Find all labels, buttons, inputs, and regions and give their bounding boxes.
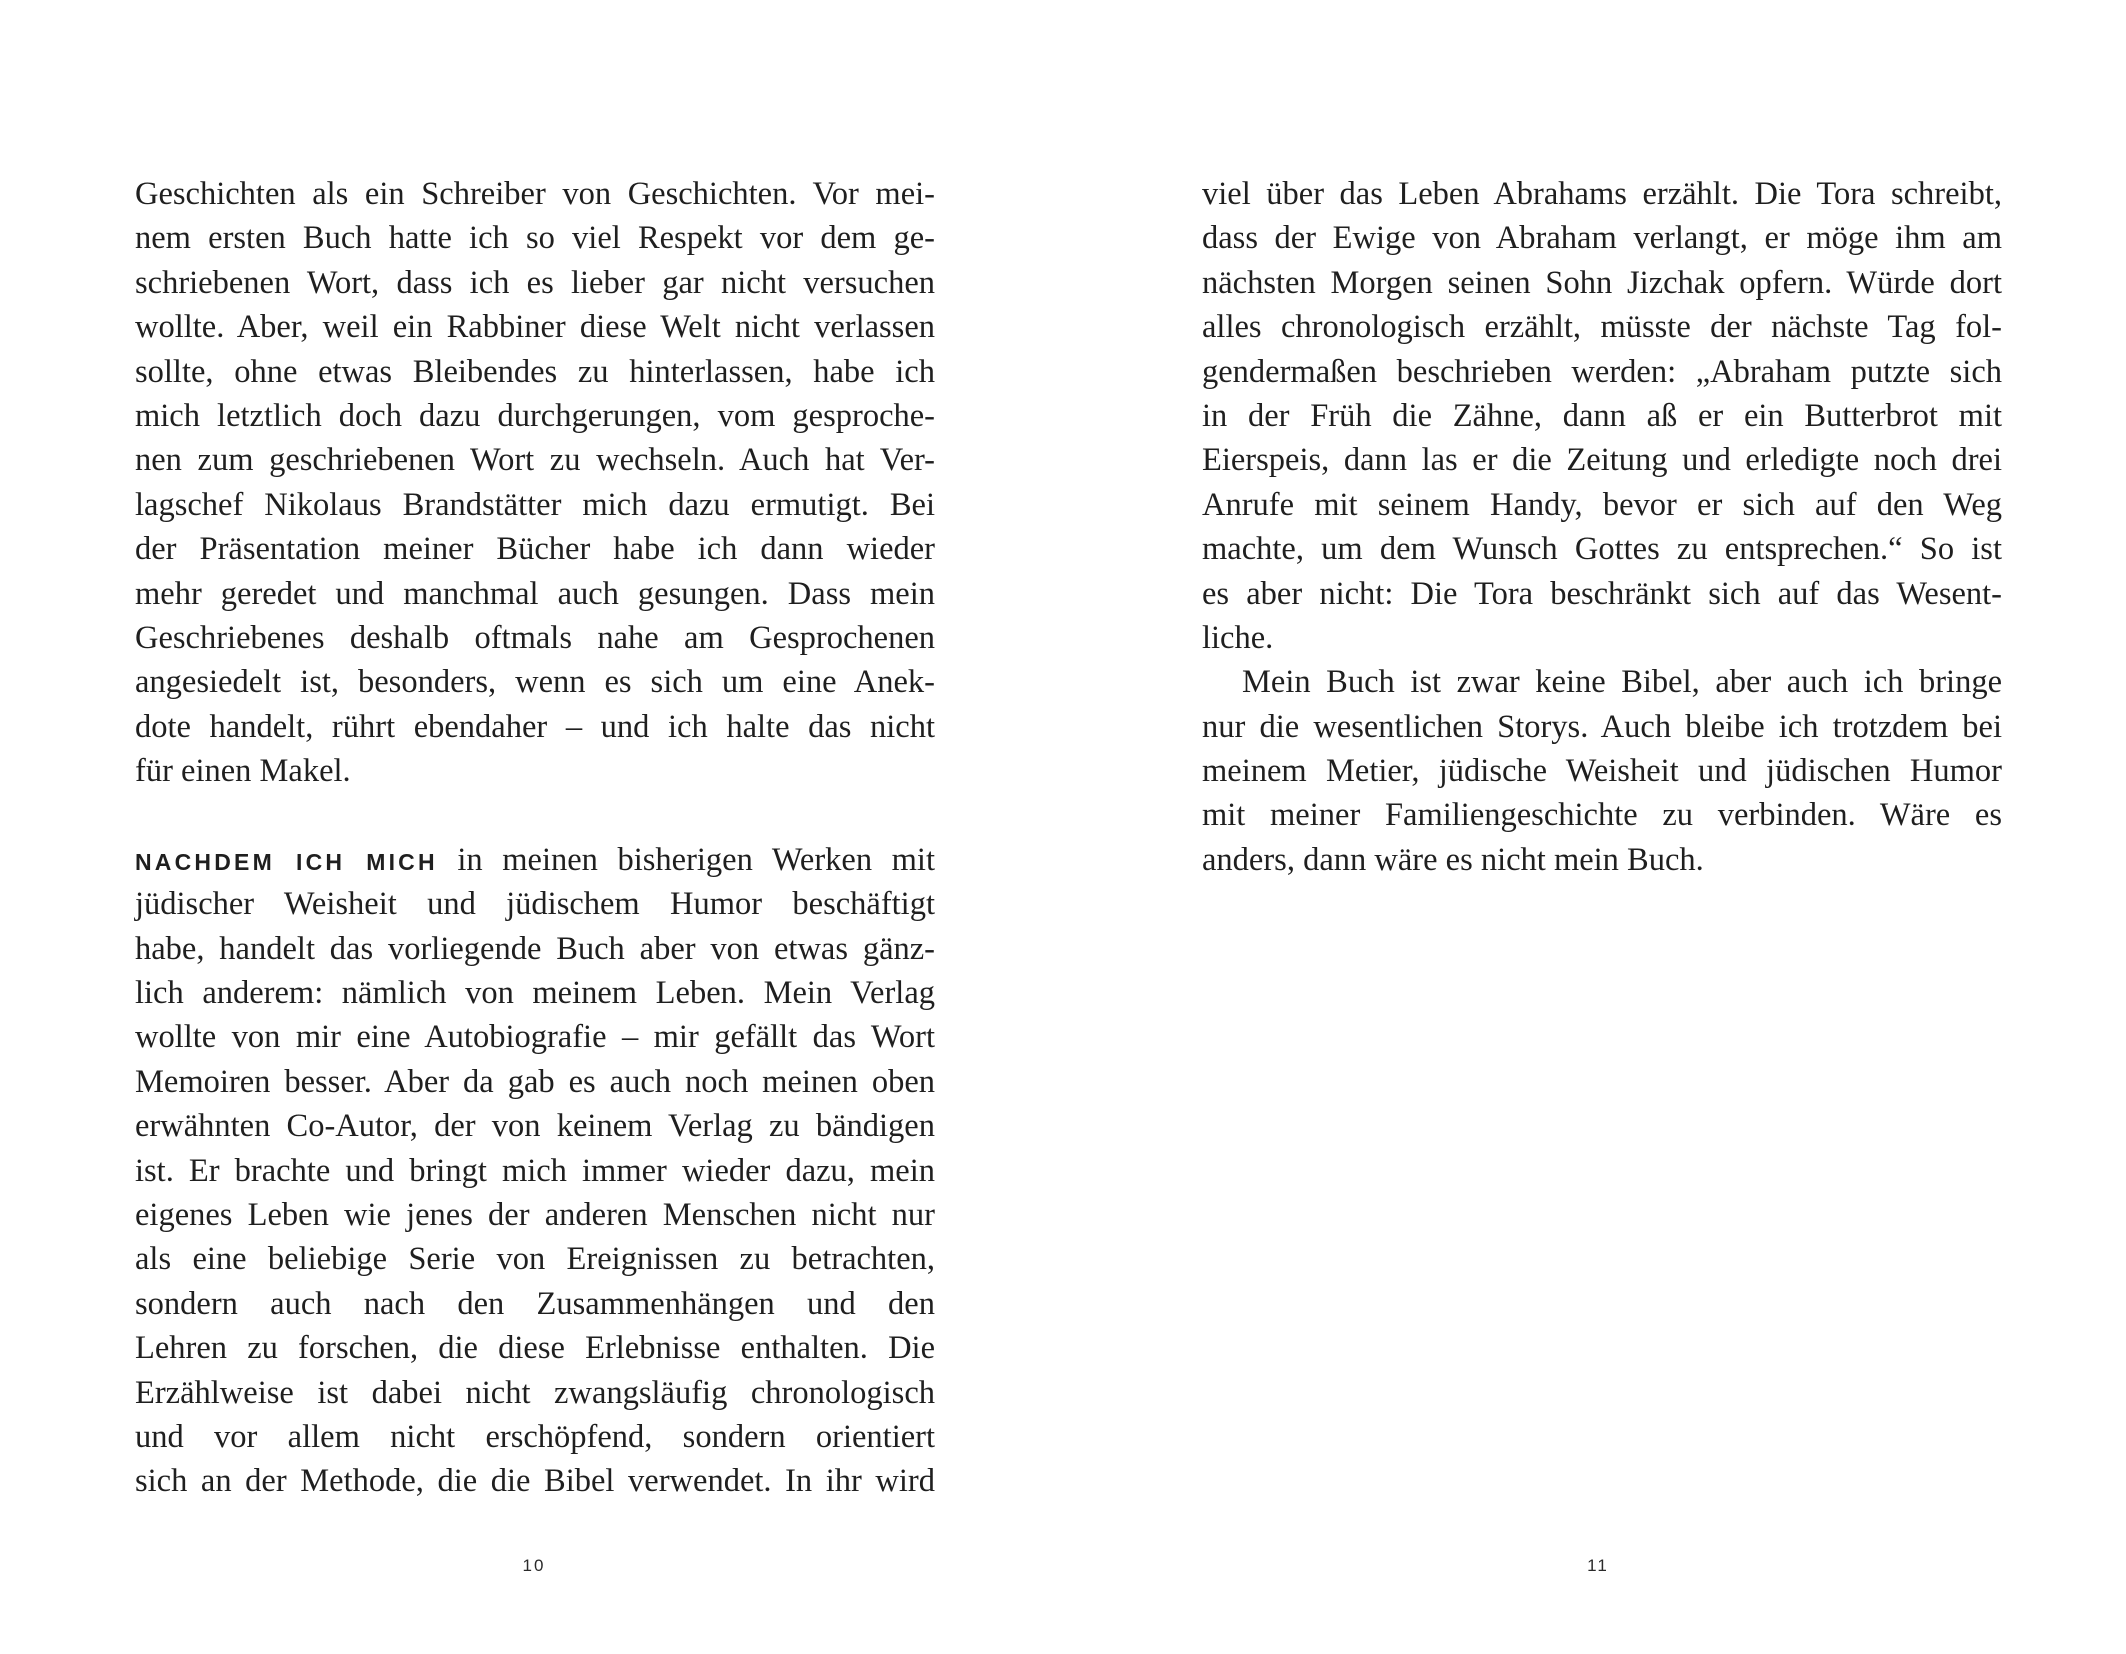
text-line: mich letztlich doch dazu durchgerungen, vom gesproche- (135, 397, 935, 434)
text-line: Geschichten als ein Schreiber von Geschichten. Vor mei- (135, 176, 935, 212)
text-line: in der Früh die Zähne, dann aß er ein Butterbrot mit (1202, 397, 2002, 434)
text-line: ist. Er brachte und bringt mich immer wieder dazu, mein (135, 1152, 935, 1189)
text-line: schriebenen Wort, dass ich es lieber gar nicht versuchen (135, 264, 935, 301)
section-lead-in: NACHDEM ICH MICH (135, 848, 438, 875)
text-line: dote handelt, rührt ebendaher – und ich halte das nicht (135, 708, 935, 745)
text-line: lich anderem: nämlich von meinem Leben. Mein Verlag (135, 975, 935, 1012)
text-line: nem ersten Buch hatte ich so viel Respekt vor dem ge- (135, 220, 935, 257)
text-line: alles chronologisch erzählt, müsste der nächste Tag fol- (1202, 309, 2002, 346)
text-line: und vor allem nicht erschöpfend, sondern orientiert (135, 1418, 935, 1455)
text-line: nur die wesentlichen Storys. Auch bleibe ich trotzdem bei (1202, 708, 2002, 745)
section-break (135, 793, 935, 837)
text-line: wollte von mir eine Autobiografie – mir gefällt das Wort (135, 1019, 935, 1056)
text-line: Geschriebenes deshalb oftmals nahe am Gesprochenen (135, 619, 935, 656)
text-line: sondern auch nach den Zusammenhängen und den (135, 1285, 935, 1322)
text-line: Eierspeis, dann las er die Zeitung und erledigte noch drei (1202, 442, 2002, 479)
left-text-column (135, 172, 935, 1504)
text-line: der Präsentation meiner Bücher habe ich dann wieder (135, 531, 935, 568)
left-paragraph-1 (135, 172, 935, 793)
page-number: 10 (522, 1556, 546, 1575)
text-line: viel über das Leben Abrahams erzählt. Die Tora schreibt, (1202, 176, 2002, 212)
text-line: für einen Makel. (135, 753, 351, 790)
text-line: Erzählweise ist dabei nicht zwangsläufig chronologisch (135, 1374, 935, 1411)
text-line: habe, handelt das vorliegende Buch aber von etwas gänz- (135, 930, 935, 967)
text-line: erwähnten Co-Autor, der von keinem Verlag zu bändigen (135, 1108, 935, 1145)
text-line: dass der Ewige von Abraham verlangt, er möge ihm am (1202, 220, 2002, 257)
right-paragraph-1 (1202, 172, 2002, 660)
right-paragraph-2 (1202, 660, 2002, 882)
text-line: jüdischer Weisheit und jüdischem Humor beschäftigt (135, 886, 935, 923)
text-line-lead (135, 838, 935, 882)
text-line: machte, um dem Wunsch Gottes zu entsprechen.“ So ist (1202, 531, 2002, 568)
text-line: angesiedelt ist, besonders, wenn es sich um eine Anek- (135, 664, 935, 701)
left-paragraph-2 (135, 838, 935, 1504)
right-text-column (1202, 172, 2002, 882)
lead-line-rest: in meinen bisherigen Werken mit (437, 841, 935, 878)
right-page (1063, 0, 2126, 1654)
text-line: sollte, ohne etwas Bleibendes zu hinterlassen, habe ich (135, 353, 935, 390)
text-line: wollte. Aber, weil ein Rabbiner diese Welt nicht verlassen (135, 309, 935, 346)
text-line: es aber nicht: Die Tora beschränkt sich auf das Wesent- (1202, 575, 2002, 612)
text-line: anders, dann wäre es nicht mein Buch. (1202, 841, 1704, 878)
text-line: Lehren zu forschen, die diese Erlebnisse enthalten. Die (135, 1330, 935, 1367)
text-line: mehr geredet und manchmal auch gesungen. Dass mein (135, 575, 935, 612)
text-line: eigenes Leben wie jenes der anderen Menschen nicht nur (135, 1196, 935, 1233)
text-line: Memoiren besser. Aber da gab es auch noch meinen oben (135, 1063, 935, 1100)
text-line: sich an der Methode, die die Bibel verwendet. In ihr wird (135, 1463, 935, 1500)
text-line: liche. (1202, 619, 1274, 656)
text-line: Anrufe mit seinem Handy, bevor er sich auf den Weg (1202, 486, 2002, 523)
text-line: mit meiner Familiengeschichte zu verbinden. Wäre es (1202, 797, 2002, 834)
text-line: gendermaßen beschrieben werden: „Abraham putzte sich (1202, 353, 2002, 390)
text-line: nen zum geschriebenen Wort zu wechseln. Auch hat Ver- (135, 442, 935, 479)
text-line: lagschef Nikolaus Brandstätter mich dazu ermutigt. Bei (135, 486, 935, 523)
page-number: 11 (1587, 1556, 1609, 1575)
text-line: Mein Buch ist zwar keine Bibel, aber auch ich bringe (1242, 664, 2002, 701)
text-line: nächsten Morgen seinen Sohn Jizchak opfern. Würde dort (1202, 264, 2002, 301)
text-line: als eine beliebige Serie von Ereignissen zu betrachten, (135, 1241, 935, 1278)
text-line: meinem Metier, jüdische Weisheit und jüdischen Humor (1202, 753, 2002, 790)
